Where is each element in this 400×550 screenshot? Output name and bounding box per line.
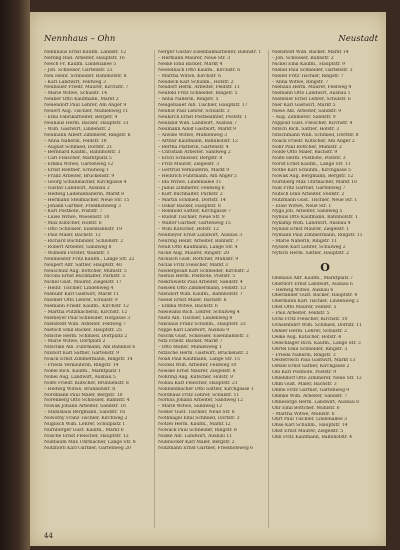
directory-entry: Obst Otto Maurer, Feldstr. 5 [272, 305, 337, 311]
directory-entry: Nowack Paul Schneider, Ringstr. 8 [158, 428, 237, 433]
directory-entry: Nobel Rich. Kaufm., Marktplatz 1 [44, 368, 121, 374]
directory-page [30, 12, 386, 546]
directory-entry: Neuring Heinr. Arbeiter, Bahnstr. 7 [158, 239, 239, 244]
directory-entry: Nitzsche Herm. Gastwirt, Brückenstr. 2 [158, 351, 249, 357]
directory-entry: – Ernst Rentner, Schulweg 1 [44, 168, 109, 174]
directory-entry: Nienstedt Wilh. Arbeiter, Feldweg 7 [44, 321, 126, 327]
directory-entry: – Martin Schmied, Dorfstr. 14 [158, 197, 226, 203]
directory-entry: Nylund Ernst Maurer, Ziegelstr. 1 [272, 227, 350, 233]
directory-entry: Nyhuis Otto Kaufmann, Bahnhofstr. 1 [272, 215, 358, 221]
directory-entry: – Gustav Landwirt, Ausbau 2 [44, 185, 110, 191]
directory-entry: – Martha Witwe, Mühlstr. 6 [272, 411, 335, 417]
directory-entry: – Marie Witwe, Dorfplatz 2 [44, 339, 106, 345]
directory-entry: Nesch Fr. Kaufm. Lindenallee 5 [44, 61, 117, 67]
directory-entry: Nitschke Alb. Fuhrmann, Am Bahnhof 6 [44, 345, 136, 351]
directory-entry: – Heinr. Tischler, Lindenweg 4 [44, 286, 114, 292]
section-letter: O [320, 260, 330, 274]
directory-entry: Nusche Ernst Fleischer, Hauptstr. 12 [44, 433, 129, 439]
directory-entry: Norkus Johann Arbeiter, Sandweg 12 [158, 398, 244, 404]
directory-entry: Nußbücker Karl Maler, Bergstr. 2 [158, 439, 235, 445]
directory-entry: – Franz Arbeiter, Brückenstr. 9 [44, 174, 115, 180]
directory-entry: Nuglisch Wilh. Lehrer, Schulplatz 1 [44, 422, 126, 428]
directory-entry: – Julius Zimmerer, Feldweg 6 [158, 185, 225, 191]
directory-entry: Nowak Aug. Bergmann, Bergstr. 12 [272, 174, 354, 180]
directory-entry: Nöhring Aug. Kutscher, Hofstr. 9 [158, 374, 233, 380]
directory-entry: Nitschmann Wilh. Schmied, Dorfstr. 8 [272, 132, 359, 138]
directory-entry: – Carl Fleischer, Marktplatz 5 [44, 156, 112, 162]
directory-entry: – Anna Näherin, Ringstr. 5 [158, 97, 219, 103]
directory-entry: Nielsen Otto Zimmermann, Feldstr. 13 [158, 286, 246, 292]
directory-entry: Nüske Alb. Landwirt, Ausbau 11 [158, 433, 233, 439]
directory-entry: Neufeld Fritz Schneider, Ringstr. 5 [158, 91, 238, 97]
directory-entry: – Willi Kutscher, Hofstr. 12 [158, 227, 219, 233]
directory-entry: Noeske Ernst Maurer, Ziegelstr. 8 [158, 368, 236, 374]
directory-entry: Nolde Otto Maler, Bachstr. 9 [272, 150, 338, 156]
directory-entry: Nietz Alb. Tischler, Lindenweg 8 [158, 315, 233, 321]
directory-entry: Nippold Gust. Fleischer, Kirchstr. 4 [272, 120, 353, 126]
directory-entry: – Emma Witwe, Bachstr. 6 [158, 303, 218, 309]
directory-entry: – Alwine Witwe, Mühlenweg 3 [158, 132, 228, 138]
directory-entry: Ohm Gust. Maler, Bachstr. 3 [272, 382, 337, 388]
directory-entry: Neumeister Fritz Kaufm., Lange Str. 22 [44, 256, 135, 262]
directory-entry: – Luise Witwe, Wiesenstr. 10 [44, 215, 110, 221]
directory-entry: – Anna Näherin, Feldstr. 18 [44, 138, 107, 144]
directory-entry: Neuhaus Herm. Bäcker, Hauptstr. 31 [44, 120, 129, 126]
directory-entry: – Johann Gärtner, Friedhofsweg 3 [44, 203, 121, 209]
directory-entry: Ohnesorge Herm. Landwirt, Ausbau 8 [272, 399, 360, 405]
directory-entry: – Paul Maler, Bachstr. 13 [44, 233, 101, 239]
directory-entry: Nonnenmacher Otto Sattler, Kirchgasse 1 [158, 386, 254, 392]
directory-entry: Nyga Joh. Arbeiter, Sandweg 5 [272, 209, 343, 215]
directory-entry: Nickisch Gust. Böttcher, Mühlstr. 9 [158, 256, 239, 262]
directory-entry: Niemann Friedr. Kaufm., Kirchstr. 12 [44, 303, 129, 309]
directory-entry: Neumann Adolf Gastwirt, Markt 9 [158, 126, 236, 132]
directory-entry: – Ida Witwe, Lindenallee 11 [158, 179, 222, 185]
directory-entry: – Georg Schuhmacher, Kirchgasse 4 [44, 179, 127, 185]
directory-entry: – Anna Witwe, Ringstr. 7 [272, 79, 329, 85]
directory-entry: Neuschulz Aug. Böttcher, Mühlstr. 5 [44, 268, 127, 274]
directory-entry: Niekrawietz Paul Arbeiter, Sandstr. 4 [158, 280, 243, 286]
directory-entry: Obenaus Alfr. Kaufm., Marktplatz 7 [272, 275, 353, 281]
directory-entry: Nykamp Wilh. Landwirt, Ausbau 4 [272, 221, 351, 227]
directory-entry: Niebuhr Karl Gastwirt, Markt 11 [44, 292, 120, 298]
directory-entry: Niese Alb. Arbeiter, Sandstr. 9 [272, 109, 342, 115]
directory-entry: Noack Friedr. Kutscher, Am Anger 2 [272, 138, 355, 144]
column-3-bottom [272, 276, 378, 441]
directory-entry: Nothe Karl Schuhm., Kirchgasse 5 [272, 168, 351, 174]
directory-entry: Nietsch Emil Bäcker, Hauptstr. 25 [44, 327, 122, 333]
directory-entry: – Emil Fabrikarbeiter, Bergstr. 4 [44, 114, 118, 120]
directory-entry: Neuland Wilh. Landwirt, Ausbau 7 [158, 120, 237, 126]
directory-entry: Neugebauer Alb. Tischler, Hauptstr. 17 [158, 103, 248, 109]
directory-entry: – Erich Schlosser, Bergstr. 8 [158, 156, 223, 162]
directory-entry: Niesel Ernst Maler, Bachstr. 6 [158, 298, 227, 304]
directory-entry: – Robert Arbeiter, Sandweg 8 [44, 244, 112, 250]
directory-entry: Nußbaum Max Uhrmacher, Lange Str. 8 [44, 439, 136, 445]
directory-entry: Nolte Friedr. Kutscher, Brunnenstr. 8 [44, 380, 129, 386]
directory-entry: – Hedwig Witwe, Ausbau 6 [272, 287, 334, 293]
directory-entry: Nytsch Herm. Sattler, Hauptstr. 2 [272, 250, 349, 256]
directory-entry: – Marie Witwe, Schulstr. 14 [44, 91, 107, 97]
directory-entry: Neuhof Paul Lehrer, Schulstr. 3 [158, 109, 230, 115]
directory-entry: Niemann Otto Landwirt, Ausbau 1 [272, 91, 351, 97]
directory-entry: Nuß Fritz Gärtner, Gartenweg 7 [272, 185, 346, 191]
directory-entry: – Karl Postbote, Poststr. 7 [44, 209, 103, 215]
directory-entry: Nymann Paul Zimmermann, Ringstr. 11 [272, 233, 363, 239]
directory-entry: Neuendorf Paul Lehrer, Am Anger 9 [44, 103, 127, 109]
directory-entry: Neu Heinr. Schneider, Bahnhofstr. 8 [44, 73, 127, 79]
column-3 [268, 50, 378, 528]
directory-entry: Niehaus Herm. Maurer, Feldweg 4 [272, 85, 352, 91]
directory-entry: – Bertha Plätterin, Gartenstr. 4 [158, 144, 229, 150]
directory-entry: Oberländer Gust. Bäcker, Hauptstr. 4 [272, 293, 358, 299]
book-binding-edge [0, 0, 30, 550]
directory-entry: Neske Emil Bäcker, Markt 4 [158, 61, 223, 67]
directory-entry: Nyssen Karl Lehrer, Schulweg 2 [272, 244, 346, 250]
directory-entry: – Hermann Maurer, Neue Str. 3 [158, 55, 231, 61]
directory-entry: Nordhaus Fritz Lehrer, Schulstr. 11 [158, 392, 240, 398]
directory-entry: – Aug. Zimmerer, Sandstr. 9 [272, 114, 336, 120]
directory-entry: – Heinrich Fuhrmann, Am Anger 5 [158, 174, 237, 180]
directory-entry: Niebel Paul Schneider, Gartenstr. 3 [272, 67, 353, 73]
directory-entry: Nennhaus Ernst Kaufm. Landstr. 12 [44, 50, 127, 55]
directory-entry: Obermann Karl Tischler, Lindenweg 2 [272, 299, 359, 305]
directory-entry: Oesterreich Paul Gastwirt, Markt 13 [272, 358, 356, 364]
directory-entry: Ohl Karl Postbote, Poststr. 9 [272, 370, 337, 376]
directory-entry: Noack Ernst Zimmermann, Ringstr. 14 [44, 357, 133, 363]
directory-entry: Oelschläger Rich. Kaufm., Lange Str. 3 [272, 340, 361, 346]
directory-entry: – Bernhard Kaufm., Bahnhofstr. 3 [44, 150, 121, 156]
directory-entry: Nöhr Paul Böttcher, Mühlstr. 2 [272, 144, 342, 150]
column-3-top [272, 50, 378, 257]
directory-entry: – August Schmied, Dorfstr. 21 [44, 144, 113, 150]
directory-entry: Nixdorf Karl Sattler, Gartenstr. 9 [44, 351, 119, 357]
directory-entry: Ohlendorf Otto Zimmerer, Neue Str. 12 [272, 376, 362, 382]
entry-columns [44, 50, 378, 528]
directory-entry: Ohrt Paul Tischler, Lindenallee 3 [272, 417, 347, 423]
directory-entry: Niemeier Ernst Lehrer, Schulstr. 6 [272, 97, 351, 103]
directory-entry: Ochs Fritz Fleischer, Kirchstr. 10 [272, 317, 348, 323]
directory-entry: Nöbel Aug. Landwirt, Ausbau 5 [44, 374, 116, 380]
directory-entry: Neumann Albert Zimmerer, Ringstr. 6 [44, 132, 131, 138]
directory-entry: Ohst Ernst Maurer, Ziegelstr. 5 [272, 429, 344, 435]
directory-entry: Oertel Emil Schneider, Ringstr. 3 [272, 346, 348, 352]
directory-entry: Nürnberger Gust. Kaufm., Markt 6 [44, 428, 124, 433]
directory-entry: – Karl Landwirt, Feldweg 3 [44, 79, 106, 85]
directory-entry: Niedner Otto Lehrer, Schulstr. 9 [44, 298, 118, 304]
directory-entry: Nippe Karl Landwirt, Ausbau 9 [158, 327, 230, 333]
directory-entry: Nordt Ernst Kaufm., Lange Str. 11 [272, 162, 351, 168]
directory-entry: Ohr Emil Böttcher, Mühlstr. 6 [272, 405, 340, 411]
directory-entry: Oelke Aug. Kutscher, Hofstr. 4 [272, 334, 342, 340]
directory-entry: – Walter Gärtner, Gartenweg 15 [158, 221, 231, 227]
directory-entry: Nier Karl Gastwirt, Markt 5 [272, 103, 336, 109]
directory-entry: Neuert Aug. Tischler, Mühlenweg 11 [44, 109, 129, 115]
directory-entry: Ohme Fritz Gärtner, Gartenweg 9 [272, 387, 350, 393]
directory-entry: – Wilhelm Förster, Waldstr. 1 [44, 250, 110, 256]
directory-entry: Nützmann Ernst Gärtner, Friedhofsweg 6 [158, 445, 253, 451]
directory-entry: Nordmann Paul Maler, Bergstr. 10 [44, 392, 123, 398]
directory-entry: – Reinhold Sattler, Kirchgasse 7 [158, 209, 231, 215]
directory-entry: – Oskar Bäcker, Hauptstr. 8 [158, 203, 221, 209]
directory-entry: – Hermann Stellmacher, Neue Str. 15 [44, 197, 130, 203]
directory-entry: Oetzel Ernst Sattler, Kirchgasse 2 [272, 364, 350, 370]
directory-entry: Nicke Aug. Maurer, Ringstr. 20 [158, 250, 230, 256]
directory-entry: Nollau Karl Fleischer, Hauptstr. 21 [158, 380, 238, 386]
directory-entry: Nikolaus Franz Schuhm., Hauptstr. 33 [158, 321, 246, 327]
directory-entry: Neubauer Friedr. Maurer, Kirchstr. 7 [44, 85, 129, 91]
directory-entry: Ochsenfahrt Wilh. Schmied, Dorfstr. 11 [272, 322, 362, 328]
directory-entry: – Kurt Buchhalter, Parkstr. 2 [158, 191, 223, 197]
directory-entry: Nitz Friedr. Bäcker, Markt 7 [158, 339, 223, 345]
directory-entry: – Hedwig Witwe, Brunnenstr. 8 [44, 386, 116, 392]
directory-entry: – Paul Arbeiter, Feldstr. 5 [272, 311, 330, 317]
directory-entry: – Elise Witwe, Neue Str. 1 [272, 203, 332, 209]
directory-entry: Nesselbach Otto Kaufm., Kirchstr. 6 [158, 67, 241, 73]
directory-entry: Nutzmann Gust. Tischler, Neue Str. 1 [272, 197, 358, 203]
directory-entry: Niemeyer Paul Schneider, Hofgasse 3 [44, 315, 131, 321]
directory-entry: Nowak Johann Arbeiter, Sandstr. 16 [44, 404, 126, 410]
directory-entry: – Marie Witwe, Sandweg 12 [158, 404, 223, 410]
directory-entry: Oberdorf Ernst Landwirt, Ausbau 6 [272, 281, 353, 287]
directory-entry: – Joh. Schlosser, Bahnstr. 2 [272, 55, 334, 61]
directory-entry: Nicolai Ernst Buchhalter, Parkstr. 3 [44, 274, 125, 280]
directory-entry: Nutzhorn Karl Gärtner, Gartenweg 20 [44, 445, 131, 451]
directory-entry: Nürnberg Max Uhrmacher, Markt 10 [272, 179, 357, 185]
directory-entry: Ohn Fritz Kaufmann, Bahnhofstr. 4 [272, 435, 353, 441]
page-number: 44 [44, 532, 53, 540]
directory-entry: Nitsch Rich. Sattler, Hofstr. 3 [272, 126, 340, 132]
directory-entry: Neupert Alfr. Sattler, Hauptstr. 40 [44, 262, 122, 268]
directory-entry: Nerger Gustav Eisenbahnarbeiter, Bahnstr. 1 [158, 50, 262, 55]
directory-entry: Niedergesäß Karl Schneider, Kirchstr. 2 [158, 268, 250, 274]
directory-entry: Niendorf Wilh. Kaufm., Bahnhofstr. 7 [158, 292, 243, 298]
directory-entry: Nickel Gust. Maurer, Ziegelstr. 17 [44, 280, 122, 286]
directory-entry: Oehler Herm. Lehrer, Schulstr. 2 [272, 328, 347, 334]
directory-entry: Neudorf Herm. Arbeiter, Feldstr. 11 [158, 85, 240, 91]
directory-entry: – Martha Putzmacherin, Kirchstr. 12 [44, 309, 128, 315]
directory-entry: – Emma Witwe, Gartenweg 12 [44, 162, 114, 168]
directory-entry: Noah Paul Kaufmann, Lange Str. 15 [158, 357, 240, 363]
directory-entry: – Fritz Maurer, Ziegelstr. 3 [158, 162, 220, 168]
directory-entry: – Frieda Näherin, Ringstr. 3 [272, 352, 336, 358]
directory-entry: Nösler Gust. Tischler, Neue Str. 6 [158, 410, 235, 416]
directory-entry: Nickel Emil Kaufm., Hauptstr. 9 [272, 61, 345, 67]
directory-entry: Ohmke Wilh. Arbeiter, Sandstr. 7 [272, 393, 348, 399]
directory-entry: Niehus Herm. Postbote, Poststr. 5 [158, 274, 236, 280]
directory-entry: Nöckel Wilh. Arbeiter, Feldweg 10 [158, 363, 237, 369]
directory-entry: Neuß Otto Kaufmann, Lange Str. 4 [158, 244, 238, 250]
directory-entry: – Richard Buchbinder, Schloßstr. 2 [44, 239, 124, 244]
directory-entry: Nötzel Herm. Kaufm., Markt 12 [158, 422, 231, 428]
directory-entry: Nerling Rud. Arbeiter, Hauptstr. 16 [44, 55, 125, 61]
directory-entry: Ohse Karl Schuhm., Hauptstr. 14 [272, 423, 348, 429]
directory-entry: Neukirch Ernst Postbeamter, Poststr. 1 [158, 114, 247, 120]
column-2 [154, 50, 264, 528]
directory-entry: Neuber Otto Kaufmann, Markt 2 [44, 97, 119, 103]
directory-entry: – Marie Näherin, Ringstr. 11 [272, 239, 338, 244]
header-right-running-head: Neustadt [338, 34, 378, 44]
directory-entry: Nieswand Rich. Lehrer, Schulweg 4 [158, 309, 240, 315]
column-1 [44, 50, 150, 528]
directory-entry: – Otto Müller, Mühlenweg 1 [158, 345, 222, 351]
directory-entry: Neudeck Karl Schuhm., Hofstr. 2 [158, 79, 234, 85]
directory-entry: – Rudolf Tischler, Neue Str. 9 [158, 215, 225, 221]
directory-entry: – Frieda Verkäuferin, Ringstr. 14 [44, 363, 119, 369]
directory-entry: Neumeyer Ernst Landwirt, Ausbau 3 [158, 233, 242, 239]
directory-entry: – Stanislaus Bergmann, Sandstr. 16 [44, 410, 126, 416]
directory-entry: Niclas Fritz Fleischer, Markt 3 [158, 262, 228, 268]
directory-entry: Nolte Herm. Postbote, Poststr. 3 [272, 156, 346, 162]
directory-entry: Nörenberg Otto Schlosser, Bahnstr. 4 [44, 398, 130, 404]
directory-entry: Nutsch Emil Arbeiter, Feldstr. 2 [272, 191, 345, 197]
directory-entry: Nienstedt Wilh. Bäcker, Markt 14 [272, 50, 349, 55]
directory-entry: – Arthur Kaufmann, Bahnhofstr. 12 [158, 138, 238, 144]
directory-entry: – Max Kutscher, Hofstr. 6 [44, 221, 102, 227]
directory-entry: – Christian Arbeiter, Sandweg 2 [158, 150, 231, 156]
directory-entry: Nowotny Franz Tischler, Kirchweg 2 [44, 416, 128, 422]
directory-entry: Nothnagel Emil Schmied, Dorfstr. 3 [158, 416, 240, 422]
directory-entry: – Otto Schlosser, Eisenbahnstr. 19 [44, 227, 122, 233]
directory-entry: Nischk Gust. Schlosser, Eisenbahnstr. 3 [158, 333, 249, 339]
directory-entry: Nitsche Herm. Schmied, Dorfplatz 2 [44, 333, 128, 339]
directory-entry: – Gertrud Verkäuferin, Markt 9 [158, 168, 230, 174]
directory-entry: – Wilh. Gastwirt, Lindenstr. 2 [44, 126, 111, 132]
directory-entry: – Joh. Schlosser, Gartenstr. 23 [44, 67, 113, 73]
header-left-running-head: Nennhaus – Ohn [44, 34, 116, 44]
directory-entry: – Hedwig Ladeninhaberin, Markt 8 [44, 191, 125, 197]
directory-entry: – Martha Witwe, Kirchstr. 6 [158, 73, 221, 79]
directory-entry: Niedel Fritz Tischler, Ringstr. 7 [272, 73, 344, 79]
page-header [44, 34, 378, 48]
